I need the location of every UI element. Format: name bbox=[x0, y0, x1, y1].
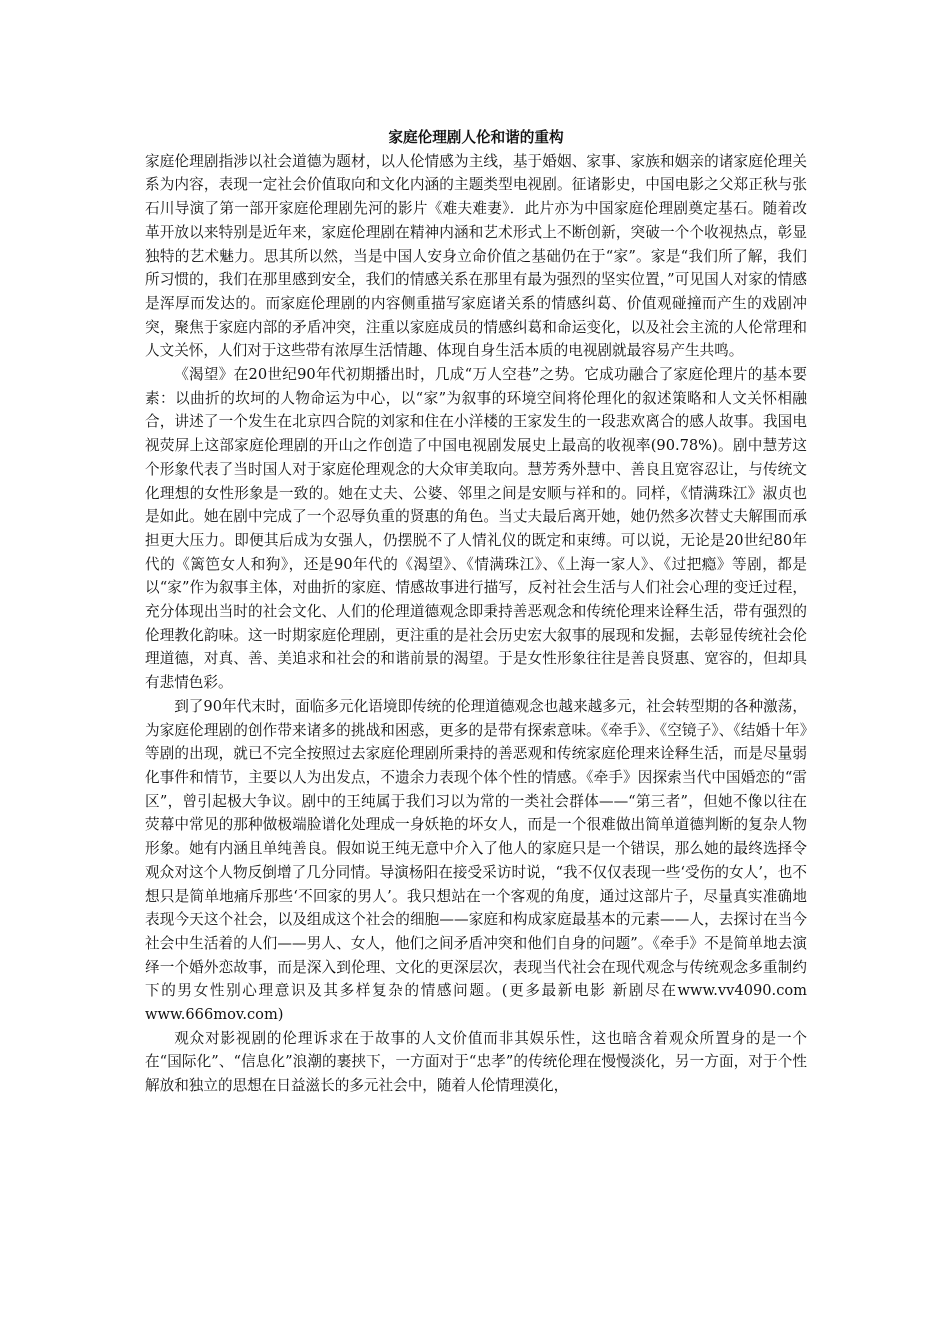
document-title: 家庭伦理剧人伦和谐的重构 bbox=[388, 129, 564, 146]
document-body bbox=[145, 126, 807, 1098]
paragraph-late-90s: 到了90年代末时，面临多元化语境即传统的伦理道德观念也越来越多元，社会转型期的各种激荡，为家庭伦理剧的创作带来诸多的挑战和困惑，更多的是带有探索意味。《牵手》、《空镜子》、《结婚十年》等剧的出现，就已不完全按照过去家庭伦理剧所秉持的善恶观和传统家庭伦理来诠释生活，而是尽量弱化事件和情节，主要以人为出发点，不遗余力表现个体个性的情感。《牵手》因探索当代中国婚恋的“雷区”，曾引起极大争议。剧中的王纯属于我们习以为常的一类社会群体——“第三者”，但她不像以往在荧幕中常见的那种做极端脸谱化处理成一身妖艳的坏女人，而是一个很难做出简单道德判断的复杂人物形象。她有内涵且单纯善良。假如说王纯无意中介入了他人的家庭只是一个错误，那么她的最终选择令观众对这个人物反倒增了几分同情。导演杨阳在接受采访时说，“我不仅仅表现一些‘受伤的女人’，也不想只是简单地痛斥那些‘不回家的男人’。我只想站在一个客观的角度，通过这部片子，尽量真实准确地表现今天这个社会，以及组成这个社会的细胞——家庭和构成家庭最基本的元素——人，去探讨在当今社会中生活着的人们——男人、女人，他们之间矛盾冲突和他们自身的问题”。《牵手》不是简单地去演绎一个婚外恋故事，而是深入到伦理、文化的更深层次，表现当代社会在现代观念与传统观念多重制约下的男女性别心理意识及其多样复杂的情感问题。(更多最新电影 新剧尽在www.vv4090.com www.666mov.com) bbox=[145, 697, 807, 1024]
paragraph-audience: 观众对影视剧的伦理诉求在于故事的人文价值而非其娱乐性，这也暗含着观众所置身的是一个在“国际化”、“信息化”浪潮的裹挟下，一方面对于“忠孝”的传统伦理在慢慢淡化，另一方面，对于个性解放和独立的思想在日益滋长的多元社会中，随着人伦情理漠化， bbox=[145, 1029, 807, 1095]
paragraph-intro: 家庭伦理剧指涉以社会道德为题材，以人伦情感为主线，基于婚姻、家事、家族和姻亲的诸家庭伦理关系为内容，表现一定社会价值取向和文化内涵的主题类型电视剧。征诸影史，中国电影之父郑正秋与张石川导演了第一部开家庭伦理剧先河的影片《难夫难妻》．此片亦为中国家庭伦理剧奠定基石。随着改革开放以来特别是近年来，家庭伦理剧在精神内涵和艺术形式上不断创新，突破一个个收视热点，彰显独特的艺术魅力。思其所以然，当是中国人安身立命价值之基础仍在于“家”。家是“我们所了解，我们所习惯的，我们在那里感到安全，我们的情感关系在那里有最为强烈的坚实位置，”可见国人对家的情感是浑厚而发达的。而家庭伦理剧的内容侧重描写家庭诸关系的情感纠葛、价值观碰撞而产生的戏剧冲突，聚焦于家庭内部的矛盾冲突，注重以家庭成员的情感纠葛和命运变化，以及社会主流的人伦常理和人文关怀，人们对于这些带有浓厚生活情趣、体现自身生活本质的电视剧就最容易产生共鸣。 bbox=[145, 152, 807, 360]
paragraph-kewang: 《渴望》在20世纪90年代初期播出时，几成“万人空巷”之势。它成功融合了家庭伦理片的基本要素：以曲折的坎坷的人物命运为中心，以“家”为叙事的环境空间将伦理化的叙述策略和人文关怀相融合，讲述了一个发生在北京四合院的刘家和住在小洋楼的王家发生的一段悲欢离合的感人故事。我国电视荧屏上这部家庭伦理剧的开山之作创造了中国电视剧发展史上最高的收视率(90.78%)。剧中慧芳这个形象代表了当时国人对于家庭伦理观念的大众审美取向。慧芳秀外慧中、善良且宽容忍让，与传统文化理想的女性形象是一致的。她在丈夫、公婆、邻里之间是安顺与祥和的。同样，《情满珠江》淑贞也是如此。她在剧中完成了一个忍辱负重的贤惠的角色。当丈夫最后离开她，她仍然多次替丈夫解围而承担更大压力。即便其后成为女强人，仍摆脱不了人情礼仪的既定和束缚。可以说，无论是20世纪80年代的《篱笆女人和狗》，还是90年代的《渴望》、《情满珠江》、《上海一家人》、《过把瘾》等剧，都是以“家”作为叙事主体，对曲折的家庭、情感故事进行描写，反衬社会生活与人们社会心理的变迁过程，充分体现出当时的社会文化、人们的伦理道德观念即秉持善恶观念和传统伦理来诠释生活，带有强烈的伦理教化韵味。这一时期家庭伦理剧，更注重的是社会历史宏大叙事的展现和发掘，去彰显传统社会伦理道德，对真、善、美追求和社会的和谐前景的渴望。于是女性形象往往是善良贤惠、宽容的，但却具有悲情色彩。 bbox=[145, 366, 807, 692]
